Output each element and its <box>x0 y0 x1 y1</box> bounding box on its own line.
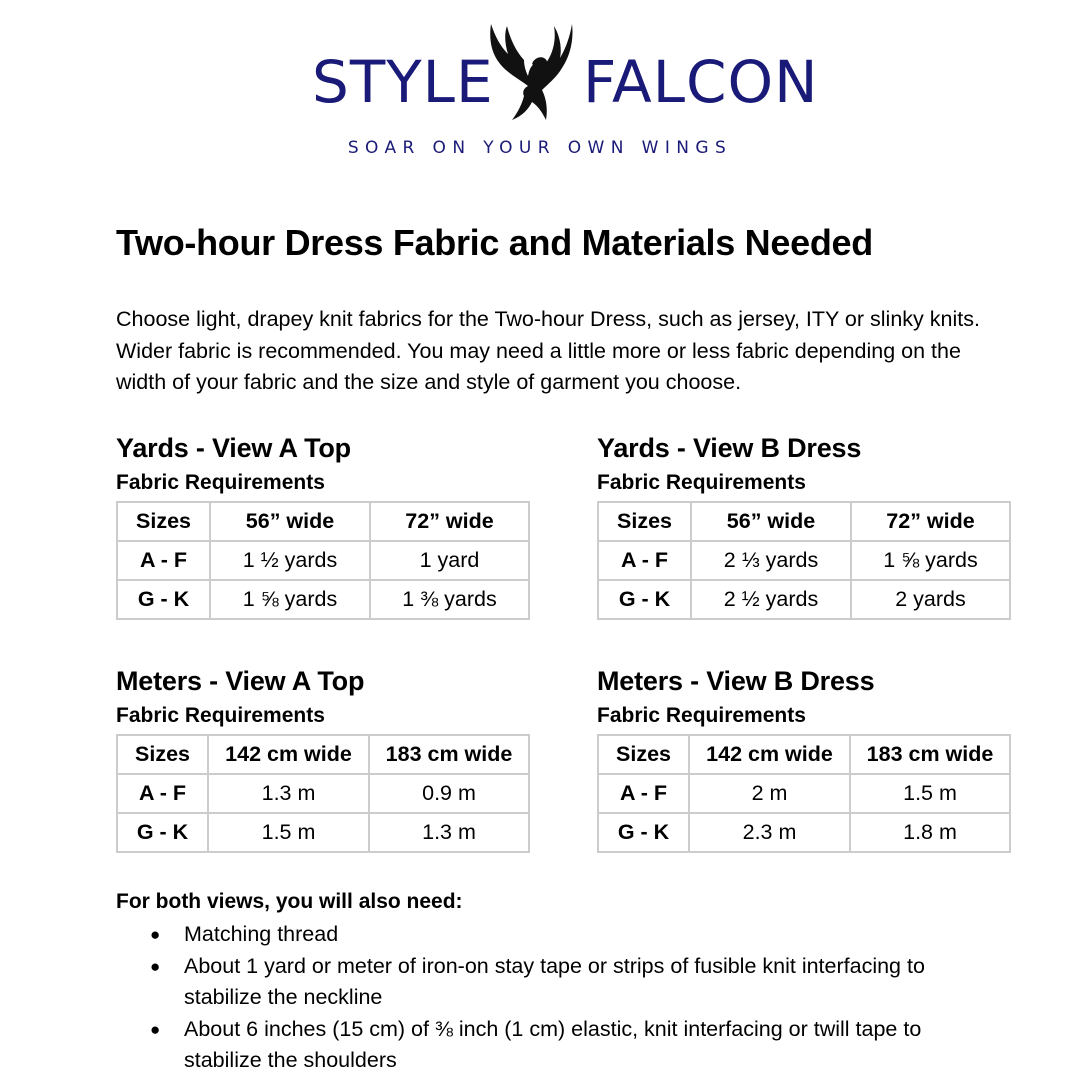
table-cell: 1 ½ yards <box>210 541 370 580</box>
size-cell: G - K <box>117 580 210 619</box>
table-row <box>598 774 1010 813</box>
list-item-text: Matching thread <box>184 922 339 946</box>
table-header-row <box>598 502 1010 541</box>
section-subheading: Fabric Requirements <box>597 704 806 727</box>
size-cell: G - K <box>598 813 689 852</box>
table-cell: 1 ⅜ yards <box>370 580 529 619</box>
section-heading: Yards - View A Top <box>116 433 351 463</box>
table-cell: 1.8 m <box>850 813 1010 852</box>
column-header: 56” wide <box>691 502 851 541</box>
notions-list <box>116 919 996 1077</box>
table-cell: 0.9 m <box>369 774 529 813</box>
falcon-icon <box>482 20 578 124</box>
table-cell: 1.3 m <box>208 774 369 813</box>
table-cell: 1 ⅝ yards <box>851 541 1010 580</box>
table-cell: 2 ½ yards <box>691 580 851 619</box>
table-header-row <box>117 735 529 774</box>
table-cell: 1 ⅝ yards <box>210 580 370 619</box>
column-header: 183 cm wide <box>369 735 529 774</box>
table-header-row <box>598 735 1010 774</box>
table-cell: 2 yards <box>851 580 1010 619</box>
column-header: Sizes <box>598 735 689 774</box>
column-header: Sizes <box>117 502 210 541</box>
size-cell: A - F <box>117 541 210 580</box>
section-yards-view-b <box>597 432 978 611</box>
section-yards-view-a <box>116 432 497 611</box>
list-item-text: About 6 inches (15 cm) of ⅜ inch (1 cm) elastic, knit interfacing or twill tape to stabilize the shoulders <box>184 1016 922 1072</box>
list-item-text: About 1 yard or meter of iron-on stay tape or strips of fusible knit interfacing to stabilize the neckline <box>184 953 925 1009</box>
table-row <box>598 813 1010 852</box>
table-row <box>598 541 1010 580</box>
page-title: Two-hour Dress Fabric and Materials Needed <box>116 222 873 263</box>
size-cell: A - F <box>598 541 691 580</box>
section-meters-view-b <box>597 665 994 844</box>
section-heading: Meters - View B Dress <box>597 666 875 696</box>
section-subheading: Fabric Requirements <box>597 471 806 494</box>
table-row <box>117 580 529 619</box>
column-header: 72” wide <box>370 502 529 541</box>
fabric-table <box>597 501 1011 620</box>
column-header: 56” wide <box>210 502 370 541</box>
table-cell: 2 ⅓ yards <box>691 541 851 580</box>
list-item <box>116 1014 996 1077</box>
table-row <box>117 813 529 852</box>
brand-logo <box>0 0 1080 170</box>
notions-heading: For both views, you will also need: <box>116 890 463 913</box>
table-cell: 2 m <box>689 774 850 813</box>
table-cell: 1.5 m <box>208 813 369 852</box>
fabric-table <box>116 501 530 620</box>
section-subheading: Fabric Requirements <box>116 704 325 727</box>
column-header: Sizes <box>117 735 208 774</box>
intro-paragraph: Choose light, drapey knit fabrics for the Two-hour Dress, such as jersey, ITY or slinky knits. Wider fabric is recommended. You may need a little more or less fabric depending on the width of your fabric and the size and style of garment you choose. <box>116 307 980 394</box>
section-heading: Yards - View B Dress <box>597 433 862 463</box>
list-item <box>116 951 996 1014</box>
table-row <box>117 541 529 580</box>
table-cell: 1 yard <box>370 541 529 580</box>
column-header: Sizes <box>598 502 691 541</box>
table-cell: 1.3 m <box>369 813 529 852</box>
table-row <box>598 580 1010 619</box>
section-meters-view-a <box>116 665 513 844</box>
size-cell: A - F <box>598 774 689 813</box>
table-row <box>117 774 529 813</box>
bullet-icon: ● <box>150 925 161 944</box>
size-cell: G - K <box>598 580 691 619</box>
column-header: 142 cm wide <box>208 735 369 774</box>
brand-tagline: SOAR ON YOUR OWN WINGS <box>347 138 733 158</box>
section-heading: Meters - View A Top <box>116 666 365 696</box>
column-header: 72” wide <box>851 502 1010 541</box>
size-cell: A - F <box>117 774 208 813</box>
table-cell: 2.3 m <box>689 813 850 852</box>
fabric-table <box>597 734 1011 853</box>
size-cell: G - K <box>117 813 208 852</box>
section-subheading: Fabric Requirements <box>116 471 325 494</box>
table-header-row <box>117 502 529 541</box>
brand-name-right: FALCON <box>583 48 819 116</box>
fabric-table <box>116 734 530 853</box>
table-cell: 1.5 m <box>850 774 1010 813</box>
column-header: 142 cm wide <box>689 735 850 774</box>
brand-name-left: STYLE <box>312 48 494 116</box>
bullet-icon: ● <box>150 1019 161 1039</box>
list-item <box>116 919 996 951</box>
bullet-icon: ● <box>150 956 161 976</box>
column-header: 183 cm wide <box>850 735 1010 774</box>
